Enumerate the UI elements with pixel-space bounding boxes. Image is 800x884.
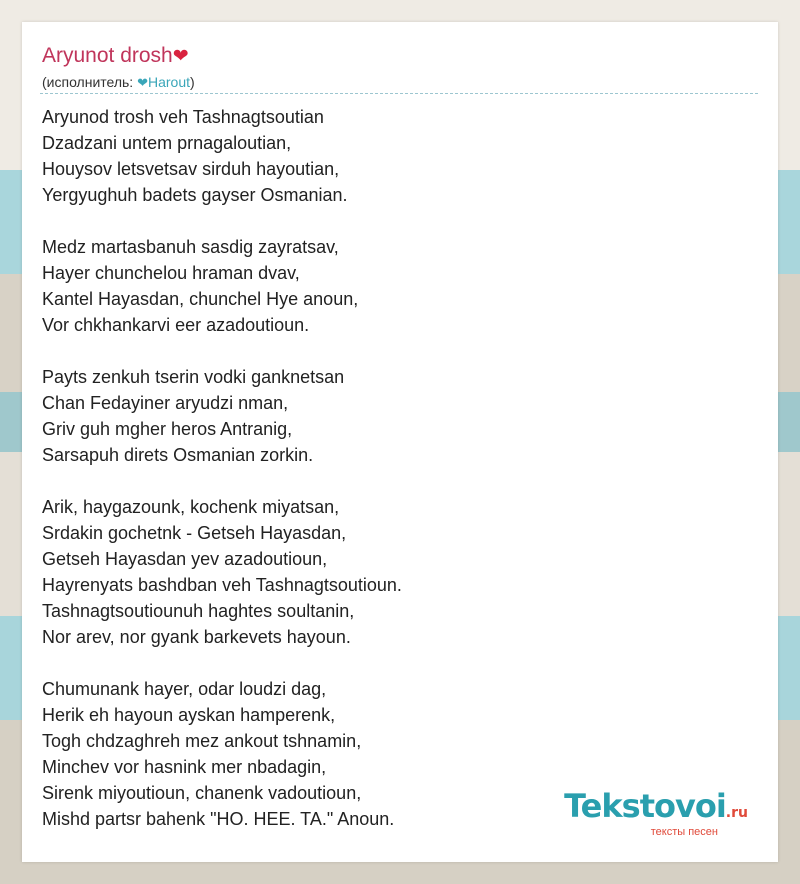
lyric-line: Hayer chunchelou hraman dvav,: [42, 263, 300, 283]
lyric-line: Herik eh hayoun ayskan hamperenk,: [42, 705, 336, 725]
lyric-line: Sirenk miyoutioun, chanenk vadoutioun,: [42, 783, 362, 803]
stanza: [42, 104, 402, 208]
performer-line: [42, 74, 195, 91]
divider: [40, 93, 758, 94]
song-title-text: Aryunot drosh: [42, 44, 173, 67]
lyric-line: Chumunank hayer, odar loudzi dag,: [42, 679, 327, 699]
song-title: [42, 44, 189, 68]
stanza: [42, 234, 402, 338]
lyric-line: Chan Fedayiner aryudzi nman,: [42, 393, 289, 413]
lyric-line: Nor arev, nor gyank barkevets hayoun.: [42, 627, 351, 647]
lyric-line: Mishd partsr bahenk "HO. HEE. TA." Anoun.: [42, 809, 395, 829]
performer-prefix: (исполнитель:: [42, 74, 138, 90]
stanza: [42, 676, 402, 832]
stanza: [42, 364, 402, 468]
site-logo[interactable]: [564, 789, 748, 838]
lyric-line: Dzadzani untem prnagaloutian,: [42, 133, 292, 153]
lyric-line: Aryunod trosh veh Tashnagtsoutian: [42, 107, 324, 127]
lyric-line: Sarsapuh direts Osmanian zorkin.: [42, 445, 314, 465]
lyrics-card: [22, 22, 778, 862]
heart-icon: ❤: [137, 75, 148, 90]
lyric-line: Griv guh mgher heros Antranig,: [42, 419, 293, 439]
lyric-line: Kantel Hayasdan, chunchel Hye anoun,: [42, 289, 359, 309]
stanza: [42, 494, 402, 650]
lyric-line: Hayrenyats bashdban veh Tashnagtsoutioun.: [42, 575, 402, 595]
lyric-line: Getseh Hayasdan yev azadoutioun,: [42, 549, 328, 569]
lyric-line: Arik, haygazounk, kochenk miyatsan,: [42, 497, 340, 517]
lyric-line: Tashnagtsoutiounuh haghtes soultanin,: [42, 601, 355, 621]
performer-link[interactable]: Harout: [148, 74, 191, 90]
lyric-line: Yergyughuh badets gayser Osmanian.: [42, 185, 348, 205]
lyric-line: Togh chdzaghreh mez ankout tshnamin,: [42, 731, 362, 751]
lyric-line: Payts zenkuh tserin vodki ganknetsan: [42, 367, 345, 387]
heart-icon: ❤: [172, 46, 189, 67]
lyric-line: Minchev vor hasnink mer nbadagin,: [42, 757, 327, 777]
logo-tld: .ru: [725, 805, 748, 821]
lyric-line: Vor chkhankarvi eer azadoutioun.: [42, 315, 310, 335]
lyrics-text: [42, 104, 402, 858]
lyric-line: Medz martasbanuh sasdig zayratsav,: [42, 237, 339, 257]
performer-suffix: ): [190, 74, 195, 90]
logo-tagline: тексты песен: [650, 826, 718, 838]
lyric-line: Houysov letsvetsav sirduh hayoutian,: [42, 159, 340, 179]
logo-name: Tekstovoi: [564, 787, 726, 825]
lyric-line: Srdakin gochetnk - Getseh Hayasdan,: [42, 523, 347, 543]
logo-wordmark: [564, 789, 748, 830]
